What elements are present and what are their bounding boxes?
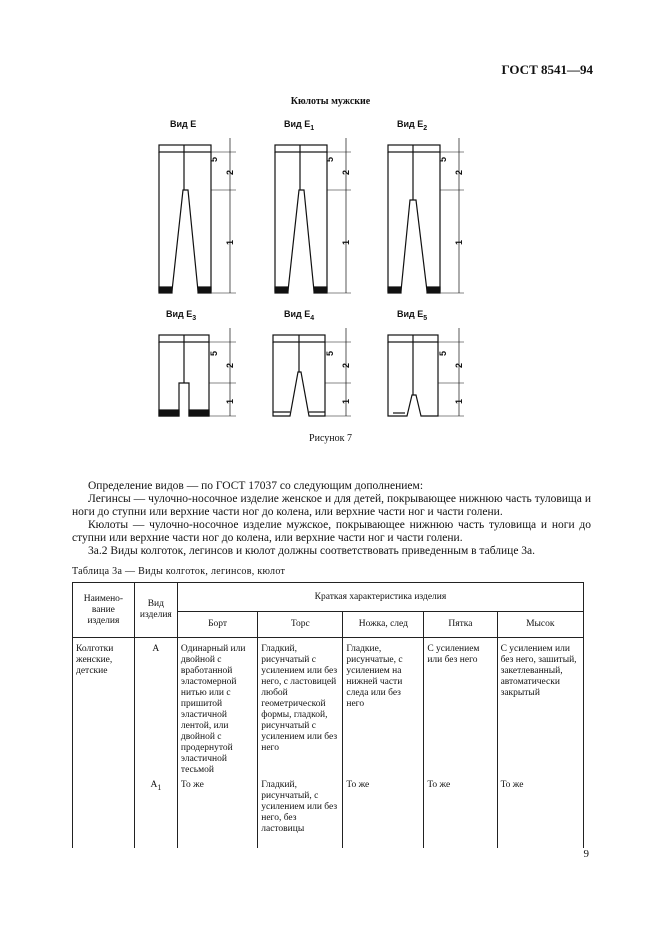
table-row <box>73 638 584 779</box>
cell-pyatka: То же <box>424 778 497 848</box>
table-caption: Таблица 3а — Виды колготок, легинсов, кюлот <box>72 566 286 577</box>
dim-label-5: 5 <box>209 350 219 356</box>
cell-name <box>73 778 135 848</box>
cell-nozhka: То же <box>343 778 424 848</box>
header-pyatka: Пятка <box>424 612 497 638</box>
view-label-e1: Вид $Е_1$ <box>284 119 315 132</box>
cell-bort: То же <box>177 778 257 848</box>
page-number: 9 <box>583 848 589 860</box>
figure-title: Кюлоты мужские <box>290 96 371 107</box>
dim-label-5: 5 <box>438 156 448 162</box>
dim-label-1: 1 <box>225 398 235 404</box>
dim-label-2: 2 <box>341 362 351 368</box>
garment-view-e1 <box>275 138 351 293</box>
dim-label-2: 2 <box>454 362 464 368</box>
paragraph-leggings: Легинсы — чулочно-носочное изделие женское и для детей, покрывающее нижнюю часть туловища и ноги до ступни или верхние части ног до колена, или верхние части ног и части голени. <box>72 493 591 518</box>
cell-pyatka: С усилением или без него <box>424 638 497 779</box>
view-label-e: Вид Е <box>170 119 197 129</box>
garment-view-e5 <box>388 328 464 416</box>
paragraph-culottes: Кюлоты — чулочно-носочное изделие мужское, покрывающее нижнюю часть туловища и ноги до ступни или верхние части ног до колена, или верхние части ног и части голени. <box>72 519 591 544</box>
cell-mysok: С усилением или без него, зашитый, закетлеванный, автоматически закрытый <box>497 638 583 779</box>
cell-type: А <box>134 638 177 779</box>
view-label-e2: Вид $Е_2$ <box>397 119 428 132</box>
header-bort: Борт <box>177 612 257 638</box>
dim-label-1: 1 <box>454 398 464 404</box>
dim-label-2: 2 <box>225 362 235 368</box>
header-type: Вид изделия <box>134 583 177 638</box>
header-summary: Краткая характеристика изделия <box>177 583 583 612</box>
paragraph-definitions: Определение видов — по ГОСТ 17037 со следующим дополнением: <box>88 480 424 492</box>
dim-label-5: 5 <box>209 156 219 162</box>
dim-label-1: 1 <box>454 239 464 245</box>
cell-tors: Гладкий, рисунчатый, с усилением или без него, без ластовицы <box>258 778 343 848</box>
garment-view-e2 <box>388 138 464 293</box>
garment-figure <box>0 0 661 460</box>
dim-label-5: 5 <box>325 156 335 162</box>
dim-label-2: 2 <box>341 169 351 175</box>
dim-label-1: 1 <box>341 398 351 404</box>
view-label-e5: Вид $Е_5$ <box>397 309 428 322</box>
cell-type: $А_1$ <box>134 778 177 848</box>
dim-label-2: 2 <box>454 169 464 175</box>
cell-tors: Гладкий, рисунчатый с усилением или без него, с ластовицей любой геометрической формы, гладкой, рисунчатый с усилением или без него <box>258 638 343 779</box>
cell-mysok: То же <box>497 778 583 848</box>
garment-view-e4 <box>273 328 351 416</box>
paragraph-3a2: 3а.2 Виды колготок, легинсов и кюлот должны соответствовать приведенным в таблице 3а. <box>88 545 536 557</box>
cell-bort: Одинарный или двойной с вработанной эластомерной нитью или с пришитой эластичной лентой, или двойной с продернутой эластичной тесьмой <box>177 638 257 779</box>
view-label-e3: Вид $Е_3$ <box>166 309 197 322</box>
document-header: ГОСТ 8541—94 <box>501 62 593 77</box>
header-nozhka: Ножка, след <box>343 612 424 638</box>
cell-nozhka: Гладкие, рисунчатые, с усилением на нижней части следа или без него <box>343 638 424 779</box>
figure-caption: Рисунок 7 <box>309 433 352 444</box>
view-label-e4: Вид $Е_4$ <box>284 309 315 322</box>
header-tors: Торс <box>258 612 343 638</box>
cell-name: Колготки женские, детские <box>73 638 135 779</box>
table-row <box>73 778 584 848</box>
dim-label-1: 1 <box>225 239 235 245</box>
dim-label-5: 5 <box>438 350 448 356</box>
dim-label-5: 5 <box>325 350 335 356</box>
dim-label-1: 1 <box>341 239 351 245</box>
header-mysok: Мысок <box>497 612 583 638</box>
garment-view-e <box>159 138 236 293</box>
types-table <box>72 582 584 848</box>
dim-label-2: 2 <box>225 169 235 175</box>
header-name: Наимено-вание изделия <box>73 583 135 638</box>
